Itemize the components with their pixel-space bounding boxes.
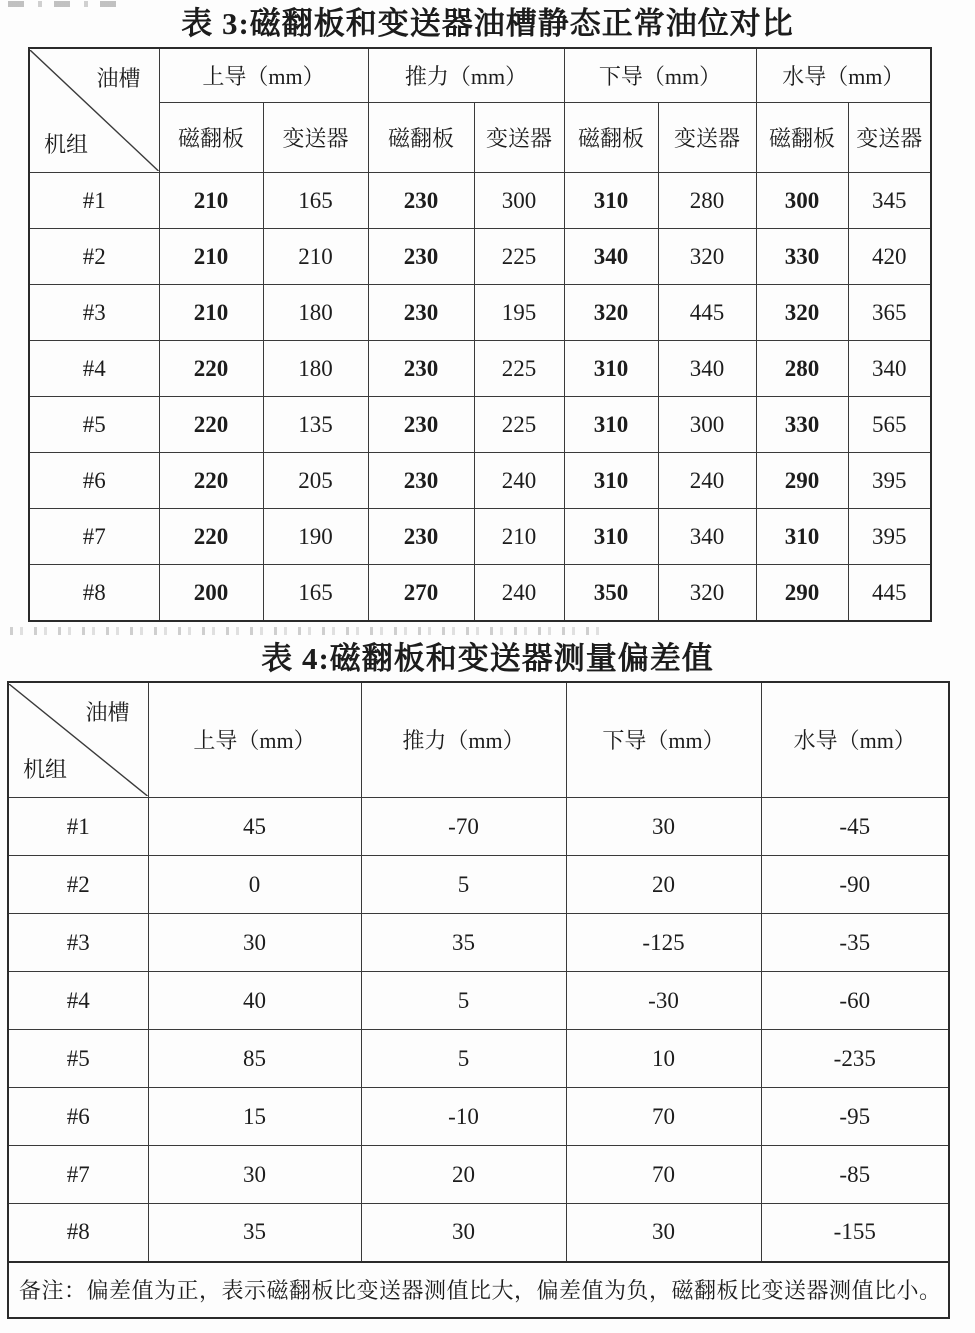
value-cell: 350 [564, 565, 658, 621]
value-cell: 0 [148, 856, 361, 914]
scan-artifact-strip [10, 627, 600, 635]
table-row [8, 1204, 949, 1262]
value-cell: 45 [148, 798, 361, 856]
table-row [29, 397, 931, 453]
value-cell: 210 [263, 229, 368, 285]
unit-cell: #3 [29, 285, 159, 341]
table-row [29, 565, 931, 621]
unit-cell: #2 [8, 856, 148, 914]
subheader-magnetic-flap: 磁翻板 [564, 103, 658, 173]
value-cell: 220 [159, 341, 263, 397]
value-cell: 300 [658, 397, 756, 453]
value-cell: 30 [566, 798, 761, 856]
unit-cell: #7 [29, 509, 159, 565]
value-cell: 280 [756, 341, 848, 397]
value-cell: 270 [368, 565, 474, 621]
value-cell: -90 [761, 856, 949, 914]
corner-label-oil-tank: 油槽 [85, 699, 130, 725]
value-cell: 210 [474, 509, 564, 565]
subheader-transmitter: 变送器 [263, 103, 368, 173]
subheader-transmitter: 变送器 [658, 103, 756, 173]
value-cell: 290 [756, 453, 848, 509]
value-cell: -95 [761, 1088, 949, 1146]
subheader-magnetic-flap: 磁翻板 [756, 103, 848, 173]
value-cell: 190 [263, 509, 368, 565]
table-row [8, 972, 949, 1030]
value-cell: 220 [159, 509, 263, 565]
value-cell: 10 [566, 1030, 761, 1088]
table-row [29, 453, 931, 509]
value-cell: 230 [368, 341, 474, 397]
unit-cell: #2 [29, 229, 159, 285]
value-cell: 395 [848, 453, 931, 509]
value-cell: -60 [761, 972, 949, 1030]
value-cell: -155 [761, 1204, 949, 1262]
value-cell: 20 [361, 1146, 566, 1204]
value-cell: 180 [263, 341, 368, 397]
value-cell: 30 [148, 914, 361, 972]
table4-corner-cell [8, 682, 148, 798]
value-cell: -45 [761, 798, 949, 856]
value-cell: 30 [566, 1204, 761, 1262]
value-cell: 70 [566, 1146, 761, 1204]
value-cell: 240 [658, 453, 756, 509]
table4 [7, 681, 950, 1319]
value-cell: 310 [564, 173, 658, 229]
value-cell: 340 [658, 509, 756, 565]
value-cell: 135 [263, 397, 368, 453]
value-cell: 180 [263, 285, 368, 341]
column-group-upper-guide: 上导（mm） [159, 48, 368, 103]
value-cell: 5 [361, 1030, 566, 1088]
value-cell: 165 [263, 173, 368, 229]
value-cell: 230 [368, 397, 474, 453]
value-cell: 300 [474, 173, 564, 229]
column-upper-guide: 上导（mm） [148, 682, 361, 798]
value-cell: 35 [148, 1204, 361, 1262]
value-cell: 30 [148, 1146, 361, 1204]
column-group-water-guide: 水导（mm） [756, 48, 931, 103]
value-cell: 225 [474, 397, 564, 453]
table-row [29, 229, 931, 285]
table3-header-row-groups [29, 48, 931, 103]
value-cell: 330 [756, 229, 848, 285]
value-cell: 300 [756, 173, 848, 229]
column-group-thrust: 推力（mm） [368, 48, 564, 103]
value-cell: 230 [368, 285, 474, 341]
value-cell: 340 [564, 229, 658, 285]
value-cell: 35 [361, 914, 566, 972]
column-thrust: 推力（mm） [361, 682, 566, 798]
value-cell: 210 [159, 285, 263, 341]
subheader-magnetic-flap: 磁翻板 [159, 103, 263, 173]
value-cell: 320 [658, 565, 756, 621]
scan-artifact-top [8, 1, 120, 7]
value-cell: 345 [848, 173, 931, 229]
value-cell: 70 [566, 1088, 761, 1146]
value-cell: 230 [368, 229, 474, 285]
table-row [29, 285, 931, 341]
value-cell: 225 [474, 341, 564, 397]
value-cell: 230 [368, 173, 474, 229]
value-cell: 365 [848, 285, 931, 341]
table3-title: 表 3:磁翻板和变送器油槽静态正常油位对比 [181, 6, 794, 41]
value-cell: 445 [848, 565, 931, 621]
value-cell: 5 [361, 972, 566, 1030]
value-cell: -10 [361, 1088, 566, 1146]
value-cell: 205 [263, 453, 368, 509]
value-cell: 195 [474, 285, 564, 341]
value-cell: 330 [756, 397, 848, 453]
table-row [8, 914, 949, 972]
table4-body [8, 798, 949, 1262]
value-cell: 310 [564, 341, 658, 397]
value-cell: 310 [756, 509, 848, 565]
value-cell: 225 [474, 229, 564, 285]
table-row [8, 856, 949, 914]
value-cell: 165 [263, 565, 368, 621]
corner-label-unit: 机组 [44, 132, 89, 158]
value-cell: 15 [148, 1088, 361, 1146]
value-cell: 240 [474, 453, 564, 509]
value-cell: 340 [658, 341, 756, 397]
value-cell: 280 [658, 173, 756, 229]
value-cell: 230 [368, 509, 474, 565]
table-row [29, 173, 931, 229]
value-cell: 310 [564, 453, 658, 509]
column-group-lower-guide: 下导（mm） [564, 48, 756, 103]
table-row [8, 1088, 949, 1146]
value-cell: -30 [566, 972, 761, 1030]
column-water-guide: 水导（mm） [761, 682, 949, 798]
unit-cell: #6 [29, 453, 159, 509]
value-cell: 230 [368, 453, 474, 509]
value-cell: 210 [159, 173, 263, 229]
value-cell: 395 [848, 509, 931, 565]
corner-box [9, 684, 148, 796]
table-row [8, 1030, 949, 1088]
value-cell: 30 [361, 1204, 566, 1262]
value-cell: 310 [564, 397, 658, 453]
value-cell: 320 [564, 285, 658, 341]
column-lower-guide: 下导（mm） [566, 682, 761, 798]
table3-body [29, 173, 931, 621]
subheader-transmitter: 变送器 [848, 103, 931, 173]
subheader-magnetic-flap: 磁翻板 [368, 103, 474, 173]
value-cell: 40 [148, 972, 361, 1030]
unit-cell: #4 [29, 341, 159, 397]
corner-box [30, 50, 159, 171]
value-cell: -235 [761, 1030, 949, 1088]
unit-cell: #7 [8, 1146, 148, 1204]
note-row [8, 1262, 949, 1318]
table3-corner-cell [29, 48, 159, 173]
value-cell: 85 [148, 1030, 361, 1088]
value-cell: 240 [474, 565, 564, 621]
corner-label-oil-tank: 油槽 [96, 66, 141, 92]
value-cell: 565 [848, 397, 931, 453]
unit-cell: #1 [8, 798, 148, 856]
unit-cell: #5 [29, 397, 159, 453]
table-row [29, 509, 931, 565]
value-cell: 290 [756, 565, 848, 621]
value-cell: 420 [848, 229, 931, 285]
table-row [8, 798, 949, 856]
value-cell: 320 [756, 285, 848, 341]
table4-title: 表 4:磁翻板和变送器测量偏差值 [261, 640, 714, 676]
unit-cell: #1 [29, 173, 159, 229]
value-cell: 220 [159, 453, 263, 509]
value-cell: -85 [761, 1146, 949, 1204]
table3-header-row-sub [29, 103, 931, 173]
unit-cell: #8 [8, 1204, 148, 1262]
unit-cell: #8 [29, 565, 159, 621]
value-cell: 340 [848, 341, 931, 397]
value-cell: 200 [159, 565, 263, 621]
value-cell: 445 [658, 285, 756, 341]
value-cell: 5 [361, 856, 566, 914]
unit-cell: #3 [8, 914, 148, 972]
table4-header-row [8, 682, 949, 798]
value-cell: 20 [566, 856, 761, 914]
corner-label-unit: 机组 [23, 756, 68, 782]
value-cell: -35 [761, 914, 949, 972]
subheader-transmitter: 变送器 [474, 103, 564, 173]
note-cell: 备注：偏差值为正，表示磁翻板比变送器测值比大，偏差值为负，磁翻板比变送器测值比小。 [8, 1262, 949, 1318]
unit-cell: #6 [8, 1088, 148, 1146]
value-cell: 320 [658, 229, 756, 285]
value-cell: 310 [564, 509, 658, 565]
table3 [28, 47, 932, 622]
unit-cell: #4 [8, 972, 148, 1030]
unit-cell: #5 [8, 1030, 148, 1088]
table-row [8, 1146, 949, 1204]
value-cell: -70 [361, 798, 566, 856]
value-cell: 210 [159, 229, 263, 285]
value-cell: 220 [159, 397, 263, 453]
table-row [29, 341, 931, 397]
value-cell: -125 [566, 914, 761, 972]
